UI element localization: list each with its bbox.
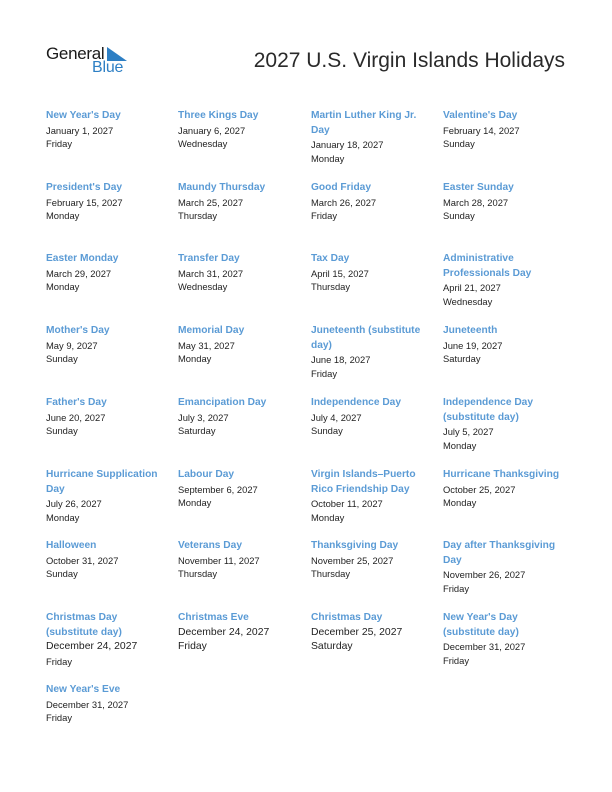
- holiday-weekday: Friday: [178, 641, 207, 652]
- logo-word-general: General: [46, 44, 105, 63]
- holiday-weekday: Monday: [443, 497, 477, 509]
- holiday-item: [178, 252, 303, 294]
- logo-word-blue: Blue: [92, 59, 124, 76]
- holiday-item: [178, 611, 303, 655]
- holiday-name: Three Kings Day: [178, 110, 259, 121]
- holiday-name: Juneteenth: [443, 325, 498, 336]
- holiday-weekday: Thursday: [311, 568, 351, 580]
- holiday-name: Mother's Day: [46, 325, 110, 336]
- holiday-item: [178, 109, 303, 151]
- holiday-item: [443, 468, 578, 510]
- holiday-date: December 24, 2027: [178, 626, 270, 638]
- holiday-weekday: Monday: [46, 281, 80, 293]
- holiday-item: [46, 252, 171, 294]
- holiday-item: [178, 324, 303, 366]
- holiday-name: Good Friday: [311, 182, 371, 193]
- holiday-date: July 3, 2027: [178, 411, 229, 423]
- holiday-weekday: Friday: [46, 655, 73, 667]
- holiday-weekday: Wednesday: [178, 138, 228, 150]
- holiday-item: [311, 109, 436, 166]
- holiday-date: May 31, 2027: [178, 339, 235, 351]
- holiday-item: [46, 683, 171, 725]
- holiday-weekday: Monday: [311, 511, 345, 523]
- holiday-item: [443, 611, 568, 668]
- holiday-item: [443, 252, 568, 309]
- holiday-name: Juneteenth (substitute day): [311, 325, 421, 351]
- holiday-date: January 6, 2027: [178, 124, 246, 136]
- holiday-weekday: Wednesday: [178, 281, 228, 293]
- holiday-weekday: Wednesday: [443, 295, 493, 307]
- holiday-date: December 31, 2027: [46, 698, 129, 710]
- holiday-name: Memorial Day: [178, 325, 245, 336]
- holiday-date: July 26, 2027: [46, 498, 102, 509]
- holiday-date: June 20, 2027: [46, 411, 106, 423]
- holiday-weekday: Monday: [178, 353, 212, 365]
- holiday-name: Day after Thanksgiving Day: [443, 540, 556, 566]
- page-title: 2027 U.S. Virgin Islands Holidays: [253, 49, 565, 72]
- holiday-name: Father's Day: [46, 397, 107, 408]
- holiday-name: Martin Luther King Jr. Day: [311, 110, 417, 136]
- holiday-weekday: Sunday: [46, 568, 78, 580]
- holiday-date: September 6, 2027: [178, 483, 258, 495]
- holiday-item: [46, 396, 171, 438]
- holiday-weekday: Friday: [443, 654, 470, 666]
- holiday-name: Independence Day (substitute day): [443, 397, 534, 423]
- holiday-date: December 25, 2027: [311, 626, 403, 638]
- holiday-name: Halloween: [46, 540, 97, 551]
- holiday-name: Easter Monday: [46, 253, 119, 264]
- holiday-item: [46, 611, 171, 668]
- holiday-name: New Year's Day (substitute day): [443, 612, 519, 638]
- holiday-item: [46, 181, 171, 223]
- holiday-item: [443, 181, 568, 223]
- holiday-item: [443, 109, 568, 151]
- holiday-date: May 9, 2027: [46, 339, 98, 351]
- holiday-name: Labour Day: [178, 469, 235, 480]
- holiday-weekday: Monday: [46, 511, 80, 523]
- holiday-date: June 19, 2027: [443, 339, 503, 351]
- holiday-weekday: Sunday: [443, 138, 475, 150]
- holiday-name: Christmas Eve: [178, 612, 249, 623]
- holiday-item: [178, 539, 303, 581]
- holiday-weekday: Thursday: [178, 568, 218, 580]
- holiday-weekday: Sunday: [46, 425, 78, 437]
- holiday-weekday: Sunday: [311, 425, 343, 437]
- holiday-name: Christmas Day (substitute day): [46, 612, 122, 638]
- holiday-name: Transfer Day: [178, 253, 240, 264]
- holiday-date: January 1, 2027: [46, 124, 114, 136]
- holiday-name: Thanksgiving Day: [311, 540, 399, 551]
- holiday-weekday: Friday: [311, 210, 338, 222]
- holiday-date: November 11, 2027: [178, 554, 260, 566]
- holiday-item: [311, 611, 436, 655]
- holiday-date: March 29, 2027: [46, 267, 112, 279]
- holiday-date: October 31, 2027: [46, 554, 119, 566]
- holiday-weekday: Sunday: [443, 210, 475, 222]
- holiday-weekday: Monday: [311, 152, 345, 164]
- holiday-item: [443, 396, 568, 453]
- holiday-name: New Year's Day: [46, 110, 121, 121]
- holiday-date: October 11, 2027: [311, 498, 383, 509]
- holiday-name: Maundy Thursday: [178, 182, 266, 193]
- holiday-item: [178, 181, 303, 223]
- holiday-date: February 15, 2027: [46, 196, 123, 208]
- holiday-date: March 28, 2027: [443, 196, 509, 208]
- holiday-item: [46, 539, 171, 581]
- holiday-weekday: Thursday: [311, 281, 351, 293]
- holiday-date: July 5, 2027: [443, 426, 494, 437]
- holiday-item: [178, 396, 303, 438]
- holiday-date: April 15, 2027: [311, 267, 369, 279]
- holiday-weekday: Saturday: [178, 425, 216, 437]
- holiday-name: Independence Day: [311, 397, 402, 408]
- holiday-item: [311, 324, 436, 381]
- holiday-date: March 25, 2027: [178, 196, 244, 208]
- holiday-name: Emancipation Day: [178, 397, 267, 408]
- holiday-item: [46, 109, 171, 151]
- holiday-date: December 31, 2027: [443, 641, 526, 652]
- holiday-name: President's Day: [46, 182, 123, 193]
- holiday-name: Administrative Professionals Day: [443, 253, 532, 279]
- holiday-item: [46, 324, 171, 366]
- holiday-item: [311, 181, 436, 223]
- holiday-date: February 14, 2027: [443, 124, 520, 136]
- holiday-item: [178, 468, 303, 510]
- holiday-date: October 25, 2027: [443, 483, 516, 495]
- holiday-weekday: Sunday: [46, 353, 78, 365]
- holiday-item: [46, 468, 171, 525]
- holiday-date: January 18, 2027: [311, 139, 384, 150]
- holiday-weekday: Friday: [46, 138, 73, 150]
- holiday-name: Tax Day: [311, 253, 350, 264]
- holiday-name: Easter Sunday: [443, 182, 514, 193]
- holiday-name: Christmas Day: [311, 612, 383, 623]
- holiday-item: [311, 468, 436, 525]
- holiday-item: [443, 324, 568, 366]
- holiday-item: [311, 252, 436, 294]
- holiday-date: December 24, 2027: [46, 641, 138, 652]
- holiday-date: November 25, 2027: [311, 554, 394, 566]
- holiday-date: November 26, 2027: [443, 569, 526, 580]
- holiday-name: New Year's Eve: [46, 684, 121, 695]
- holiday-name: Valentine's Day: [443, 110, 518, 121]
- holiday-item: [443, 539, 568, 596]
- holiday-item: [311, 539, 436, 581]
- holiday-date: April 21, 2027: [443, 282, 501, 293]
- holiday-weekday: Saturday: [311, 641, 353, 652]
- holiday-item: [311, 396, 436, 438]
- holiday-date: March 31, 2027: [178, 267, 244, 279]
- holiday-name: Veterans Day: [178, 540, 242, 551]
- holiday-name: Hurricane Thanksgiving: [443, 469, 560, 480]
- holiday-weekday: Friday: [46, 712, 73, 724]
- holiday-weekday: Thursday: [178, 210, 218, 222]
- holiday-name: Virgin Islands–Puerto Rico Friendship Day: [311, 469, 416, 495]
- holiday-weekday: Monday: [178, 497, 212, 509]
- holiday-weekday: Monday: [443, 439, 477, 451]
- holiday-weekday: Saturday: [443, 353, 481, 365]
- holiday-date: July 4, 2027: [311, 411, 362, 423]
- holiday-date: March 26, 2027: [311, 196, 377, 208]
- holiday-weekday: Friday: [311, 367, 338, 379]
- holiday-weekday: Monday: [46, 210, 80, 222]
- holiday-date: June 18, 2027: [311, 354, 371, 365]
- holiday-name: Hurricane Supplication Day: [46, 469, 158, 495]
- holiday-weekday: Friday: [443, 582, 470, 594]
- generalblue-logo: [46, 44, 130, 78]
